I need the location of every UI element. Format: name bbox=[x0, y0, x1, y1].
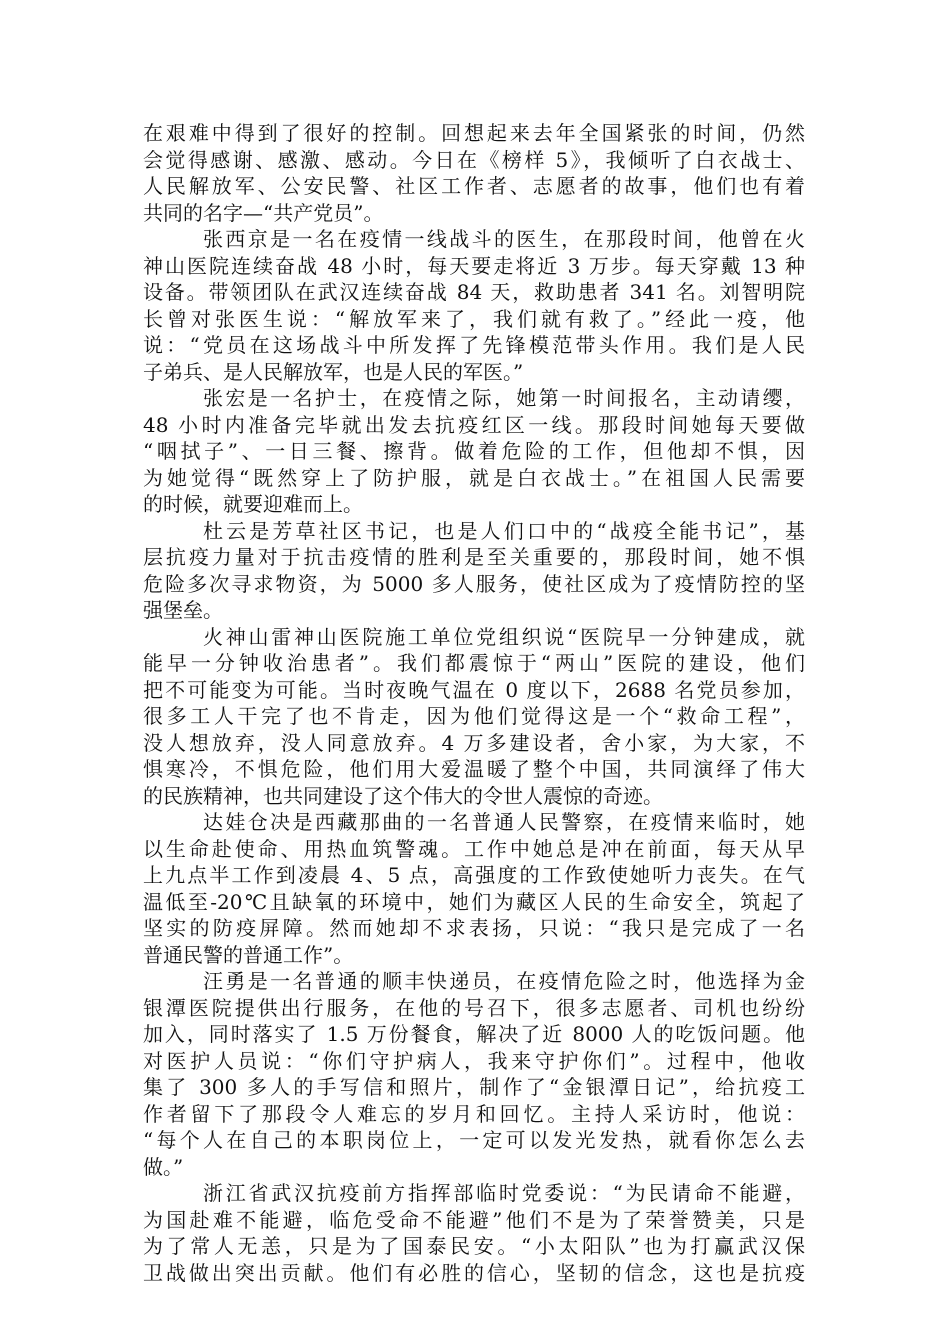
text-line: 把不可能变为可能。当时夜晚气温在 0 度以下，2688 名党员参加， bbox=[143, 677, 805, 702]
text-line: 对医护人员说：“你们守护病人，我来守护你们”。过程中，他收 bbox=[143, 1048, 805, 1073]
text-line: 汪勇是一名普通的顺丰快递员，在疫情危险之时，他选择为金 bbox=[203, 969, 805, 993]
text-line: 张宏是一名护士，在疫情之际，她第一时间报名，主动请缨， bbox=[203, 386, 805, 410]
text-line: 达娃仓决是西藏那曲的一名普通人民警察，在疫情来临时，她 bbox=[203, 810, 805, 834]
text-line: 层抗疫力量对于抗击疫情的胜利是至关重要的，那段时间，她不惧 bbox=[143, 545, 805, 569]
text-line: 设备。带领团队在武汉连续奋战 84 天，救助患者 341 名。刘智明院 bbox=[143, 280, 805, 304]
text-line: 卫战做出突出贡献。他们有必胜的信心，坚韧的信念，这也是抗疫 bbox=[143, 1260, 805, 1285]
text-line: 以生命赴使命、用热血筑警魂。工作中她总是冲在前面，每天从早 bbox=[143, 836, 805, 861]
text-line: 作者留下了那段令人难忘的岁月和回忆。主持人采访时，他说： bbox=[143, 1101, 805, 1126]
text-line: 能早一分钟收治患者”。我们都震惊于“两山”医院的建设，他们 bbox=[143, 651, 805, 675]
text-line: 人民解放军、公安民警、社区工作者、志愿者的故事，他们也有着 bbox=[143, 174, 805, 198]
text-line: 坚实的防疫屏障。然而她却不求表扬，只说：“我只是完成了一名 bbox=[143, 916, 805, 940]
text-line: 为了常人无恙，只是为了国泰民安。“小太阳队”也为打赢武汉保 bbox=[143, 1234, 805, 1258]
text-line: 子弟兵、是人民解放军，也是人民的军医。” bbox=[143, 359, 524, 384]
text-line: 集了 300 多人的手写信和照片，制作了“金银潭日记”，给抗疫工 bbox=[143, 1075, 805, 1099]
text-line: “咽拭子”、一日三餐、擦背。做着危险的工作，但他却不惧，因 bbox=[143, 439, 805, 463]
text-line: 火神山雷神山医院施工单位党组织说“医院早一分钟建成，就 bbox=[203, 624, 805, 649]
text-line: 普通民警的普通工作”。 bbox=[143, 942, 354, 967]
text-line: 会觉得感谢、感激、感动。今日在《榜样 5》，我倾听了白衣战士、 bbox=[143, 147, 805, 172]
text-line: 48 小时内准备完毕就出发去抗疫红区一线。那段时间她每天要做 bbox=[143, 412, 805, 437]
text-line: 上九点半工作到凌晨 4、5 点，高强度的工作致使她听力丧失。在气 bbox=[143, 863, 805, 887]
text-line: 做。” bbox=[143, 1154, 184, 1179]
text-line: 杜云是芳草社区书记，也是人们口中的“战疫全能书记”，基 bbox=[203, 518, 805, 543]
document-body bbox=[143, 120, 805, 1286]
text-line: 加入，同时落实了 1.5 万份餐食，解决了近 8000 人的吃饭问题。他 bbox=[143, 1022, 805, 1046]
text-line: 的民族精神，也共同建设了这个伟大的令世人震惊的奇迹。 bbox=[143, 783, 663, 808]
text-line: 在艰难中得到了很好的控制。回想起来去年全国紧张的时间，仍然 bbox=[143, 121, 805, 145]
text-line: 为国赴难不能避，临危受命不能避”他们不是为了荣誉赞美，只是 bbox=[143, 1207, 805, 1232]
text-line: “每个人在自己的本职岗位上，一定可以发光发热，就看你怎么去 bbox=[143, 1128, 805, 1152]
text-line: 共同的名字—“共产党员”。 bbox=[143, 200, 384, 225]
text-line: 说：“党员在这场战斗中所发挥了先锋模范带头作用。我们是人民 bbox=[143, 333, 805, 357]
text-line: 温低至-20℃且缺氧的环境中，她们为藏区人民的生命安全，筑起了 bbox=[143, 889, 805, 914]
text-line: 惧寒冷，不惧危险，他们用大爱温暖了整个中国，共同演绎了伟大 bbox=[143, 757, 805, 781]
text-line: 为她觉得“既然穿上了防护服，就是白衣战士。”在祖国人民需要 bbox=[143, 465, 805, 490]
text-line: 危险多次寻求物资，为 5000 多人服务，使社区成为了疫情防控的坚 bbox=[143, 571, 805, 596]
text-line: 浙江省武汉抗疫前方指挥部临时党委说：“为民请命不能避， bbox=[203, 1181, 805, 1205]
text-line: 银潭医院提供出行服务，在他的号召下，很多志愿者、司机也纷纷 bbox=[143, 995, 805, 1020]
text-line: 神山医院连续奋战 48 小时，每天要走将近 3 万步。每天穿戴 13 种 bbox=[143, 253, 805, 278]
text-line: 很多工人干完了也不肯走，因为他们觉得这是一个“救命工程”， bbox=[143, 704, 805, 728]
text-line: 张西京是一名在疫情一线战斗的医生，在那段时间，他曾在火 bbox=[203, 227, 805, 251]
text-line: 的时候，就要迎难而上。 bbox=[143, 492, 363, 516]
text-line: 长曾对张医生说：“解放军来了，我们就有救了。”经此一疫，他 bbox=[143, 306, 805, 331]
text-line: 强堡垒。 bbox=[143, 598, 223, 622]
text-line: 没人想放弃，没人同意放弃。4 万多建设者，舍小家，为大家，不 bbox=[143, 730, 805, 755]
